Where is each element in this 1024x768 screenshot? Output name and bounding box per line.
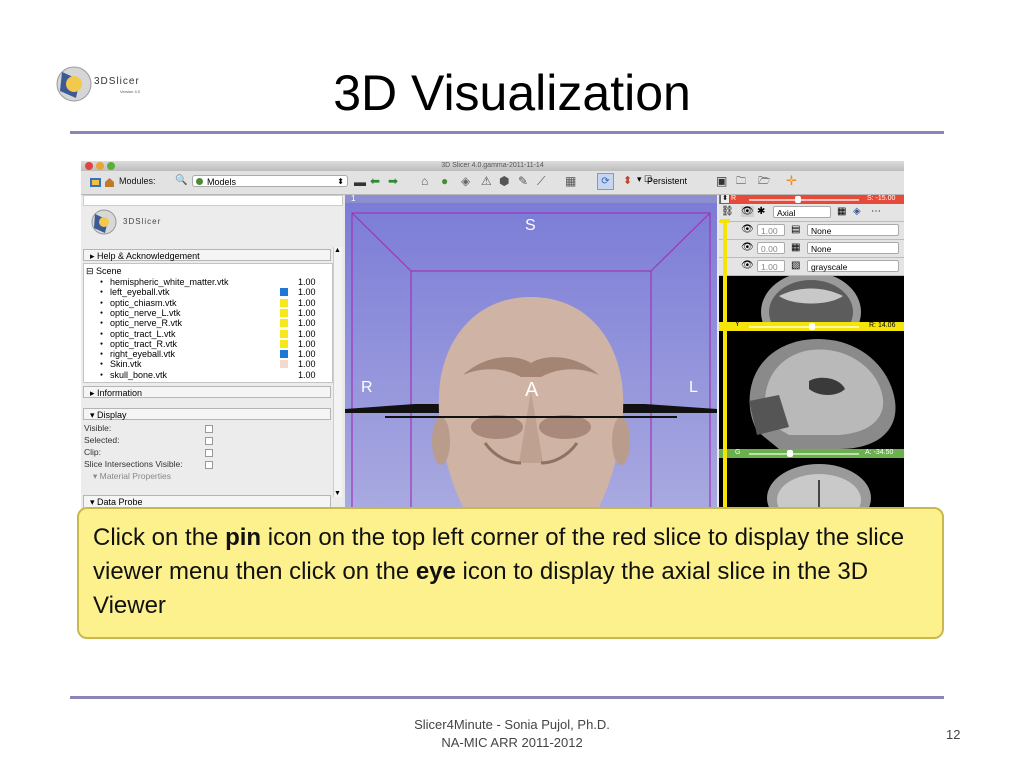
clip-checkbox[interactable] [205,449,213,457]
crosshair-icon[interactable]: ✛ [786,173,797,188]
model-color-swatch[interactable] [280,299,288,307]
footer [300,716,724,752]
visible-label: Visible: [84,423,112,433]
slice-intersections-checkbox[interactable] [205,461,213,469]
footer-event: NA-MIC ARR 2011-2012 [441,735,583,750]
foreground-layer-icon[interactable]: ▤ [791,224,801,235]
information-section-label: Information [97,388,143,398]
scene-root[interactable] [86,266,322,276]
mouse-mode-rotate-icon[interactable]: ⟳ [597,173,614,190]
eye-icon[interactable]: 👁 [741,206,754,217]
orientation-value: Axial [777,208,796,218]
visible-checkbox[interactable] [205,425,213,433]
model-color-swatch[interactable] [280,350,288,358]
slide-title: 3D Visualization [333,65,691,121]
search-icon[interactable]: 🔍 [175,175,188,186]
logo-version: Version 4.0 [120,89,141,94]
yellow-slice-offset: R: 14.06 [869,322,896,329]
orientation-select[interactable] [773,206,831,218]
yellow-slice-image[interactable] [719,331,904,449]
more-options-icon[interactable]: ⋯ [871,206,881,217]
red-slice-slider[interactable] [749,199,859,201]
label-volume-value: None [811,244,832,254]
panel-logo-text: 3DSlicer [123,217,162,226]
module-selector-value: Models [207,177,237,187]
model-name: optic_chiasm.vtk [110,297,177,308]
green-slice-letter: G [735,449,741,456]
red-slice-bar[interactable] [719,195,904,204]
background-volume-select[interactable] [807,260,899,272]
layer-blend-icon[interactable]: ◈ [853,206,861,217]
red-slice-offset: S: -15.00 [867,195,896,202]
model-node-icon: ● [100,320,104,327]
models-icon [196,178,203,185]
scene-tree [83,263,333,383]
scene-capture-icon[interactable]: 🗁 [758,176,771,187]
help-section-header[interactable] [83,249,331,261]
foreground-volume-select[interactable] [807,224,899,236]
green-slice-offset: A: -34.50 [865,449,894,456]
panel-slicer-logo-icon [89,207,119,237]
close-window-button[interactable] [85,162,93,170]
orientation-label-superior: S [525,217,536,234]
red-slice-letter: R [731,195,737,202]
scene-tree-item[interactable] [90,318,326,328]
yellow-slice-bar[interactable] [719,322,904,331]
foreground-row [719,222,904,240]
collapse-icon: ▾ [90,410,98,420]
pin-icon[interactable]: ⬍ [623,175,633,187]
editor-icon[interactable]: ⬢ [499,174,510,188]
label-layer-icon[interactable]: ▦ [791,242,801,253]
model-name: left_eyeball.vtk [110,287,170,298]
display-section-header[interactable] [83,408,331,420]
model-color-swatch[interactable] [280,309,288,317]
label-volume-select[interactable] [807,242,899,254]
3d-view[interactable] [345,195,717,511]
chevron-down-icon: ⬍ [337,177,344,186]
annotation-icon[interactable]: ✎ [518,174,529,188]
main-toolbar [81,171,904,195]
slicer-logo [48,58,168,108]
model-opacity[interactable]: 1.00 [298,307,316,318]
background-row [719,258,904,276]
model-opacity[interactable]: 1.00 [298,328,316,339]
transforms-icon[interactable]: ⚠ [481,174,492,188]
background-volume-value: grayscale [811,262,848,272]
footer-divider [70,696,944,699]
collapse-icon: ▾ [93,471,100,481]
data-probe-label: Data Probe [97,497,143,507]
orientation-label-left: L [689,379,698,396]
slice-intersections-label: Slice Intersections Visible: [84,459,183,469]
minimize-window-button[interactable] [96,162,104,170]
persistent-label: Persistent [647,176,688,186]
model-name: optic_nerve_L.vtk [110,307,181,318]
model-name: optic_nerve_R.vtk [110,318,183,329]
3d-view-number: 1 [351,195,356,203]
yellow-slice-letter: Y [735,321,740,328]
model-name: hemispheric_white_matter.vtk [110,277,229,287]
window-title: 3D Slicer 4.0.gamma-2011-11-14 [441,162,544,169]
3d-scene-render [345,195,717,511]
grid-icon[interactable]: ▦ [837,206,847,217]
callout-bold-pin: pin [225,524,262,551]
callout-arrow-line [723,219,727,511]
scene-tree-item[interactable] [90,359,326,369]
panel-search-field[interactable] [83,195,343,206]
scene-tree-item[interactable] [90,298,326,308]
model-node-icon: ● [100,351,104,358]
model-name: skull_bone.vtk [110,369,168,380]
model-color-swatch[interactable] [280,319,288,327]
help-section-label: Help & Acknowledgement [97,251,200,261]
scene-tree-item[interactable] [90,329,326,339]
modules-label: Modules: [119,176,156,186]
callout-text-3: icon to display the axial slice in the 3D Viewer [93,558,869,619]
collapse-icon: ▾ [90,497,98,507]
model-opacity[interactable]: 1.00 [298,318,316,329]
model-name: optic_tract_L.vtk [110,328,176,339]
scroll-down-icon[interactable]: ▼ [334,490,341,497]
data-icon[interactable] [89,176,102,189]
callout-arrow-head [720,219,730,223]
model-node-icon: ● [100,309,104,316]
model-node-icon: ● [100,289,104,296]
display-section-label: Display [97,410,127,420]
model-opacity[interactable]: 1.00 [298,287,316,298]
green-slice-image[interactable] [719,458,904,511]
green-slice-bar[interactable] [719,449,904,458]
yellow-slider-handle[interactable] [809,323,815,330]
module-panel [81,195,343,511]
slicer-window [81,161,904,511]
back-arrow-icon[interactable]: ⬅ [370,174,381,188]
model-node-icon: ● [100,361,104,368]
model-opacity[interactable]: 1.00 [298,297,316,308]
persistent-checkbox[interactable]: ▾ ☐ [637,174,653,184]
background-layer-icon[interactable]: ▧ [791,260,801,271]
instruction-callout [77,507,944,639]
models-module-icon[interactable]: ● [441,174,449,188]
scroll-up-icon[interactable]: ▲ [334,247,341,254]
link-icon[interactable]: ⛓ [721,206,734,217]
title-divider [70,131,944,134]
home-icon[interactable]: ⌂ [421,174,429,188]
green-slider-handle[interactable] [787,450,793,457]
model-opacity[interactable]: 1.00 [298,338,316,349]
model-name: right_eyeball.vtk [110,349,176,360]
information-section-header[interactable] [83,386,331,398]
red-slider-handle[interactable] [795,196,801,203]
model-node-icon: ● [100,279,104,285]
pin-icon[interactable]: ⬍ [720,195,730,204]
model-color-swatch[interactable] [280,340,288,348]
callout-text-2: icon on the top left corner of the red slice to display the slice viewer menu then click on the [93,524,905,585]
slice-viewers [719,195,904,511]
model-opacity[interactable]: 1.00 [298,369,316,380]
panel-logo [89,207,179,237]
background-eye-icon[interactable]: 👁 [741,260,754,271]
scene-tree-item[interactable] [90,349,326,359]
orientation-label-anterior: A [525,379,539,401]
screenshot-icon[interactable]: ▣ [716,174,728,188]
model-opacity[interactable]: 1.00 [298,277,316,287]
minimize-panel-icon[interactable]: ▬ [354,175,366,189]
model-color-swatch[interactable] [280,330,288,338]
slice-controller-row-1 [719,204,904,222]
zoom-window-button[interactable] [107,162,115,170]
expand-icon: ▸ [90,388,98,398]
page-number: 12 [946,727,961,742]
model-node-icon: ● [100,371,104,378]
yellow-slice-slider[interactable] [749,326,859,328]
scene-tree-item[interactable] [90,277,326,287]
orientation-label-right: R [361,379,373,396]
scene-label: Scene [96,266,122,276]
module-selector[interactable] [192,175,348,187]
scene-views-icon[interactable]: 🗀 [736,176,746,187]
callout-text-1: Click on the [93,524,226,551]
fiducial-icon[interactable]: ⟋ [537,174,546,188]
model-node-icon: ● [100,299,104,306]
module-home-icon[interactable] [103,176,116,189]
background-opacity[interactable]: 1.00 [757,260,785,272]
material-properties-label: Material Properties [99,471,171,481]
scene-tree-item[interactable] [90,370,326,380]
window-titlebar [81,161,904,171]
green-slice-slider[interactable] [749,453,859,455]
model-color-swatch[interactable] [280,288,288,296]
model-node-icon: ● [100,330,104,337]
logo-text: 3DSlicer [94,76,140,87]
footer-author: Slicer4Minute - Sonia Pujol, Ph.D. [414,717,610,732]
label-opacity[interactable]: 0.00 [757,242,785,254]
scene-tree-item[interactable] [90,308,326,318]
layout-icon[interactable]: ▦ [565,174,577,188]
model-opacity[interactable]: 1.00 [298,349,316,360]
label-row [719,240,904,258]
selected-label: Selected: [84,435,120,445]
model-color-swatch[interactable] [280,360,288,368]
model-name: Skin.vtk [110,359,142,370]
model-name: optic_tract_R.vtk [110,338,178,349]
scene-tree-item[interactable] [90,287,326,297]
clip-label: Clip: [84,447,102,457]
collapse-icon: ⊟ [86,266,97,276]
expand-icon: ▸ [90,251,98,261]
volumes-icon[interactable]: ◈ [461,174,471,188]
foreground-eye-icon[interactable]: 👁 [741,224,754,235]
scene-tree-item[interactable] [90,339,326,349]
material-properties-header[interactable] [93,471,171,482]
model-opacity[interactable]: 1.00 [298,359,316,370]
model-node-icon: ● [100,340,104,347]
foreground-opacity[interactable]: 1.00 [757,224,785,236]
forward-arrow-icon[interactable]: ➡ [388,174,399,188]
red-slice-image[interactable] [719,276,904,322]
reformat-icon[interactable]: ✱ [757,206,766,217]
selected-checkbox[interactable] [205,437,213,445]
label-eye-icon[interactable]: 👁 [741,242,754,253]
panel-scrollbar[interactable] [333,247,342,497]
callout-bold-eye: eye [415,558,456,585]
foreground-volume-value: None [811,226,832,236]
